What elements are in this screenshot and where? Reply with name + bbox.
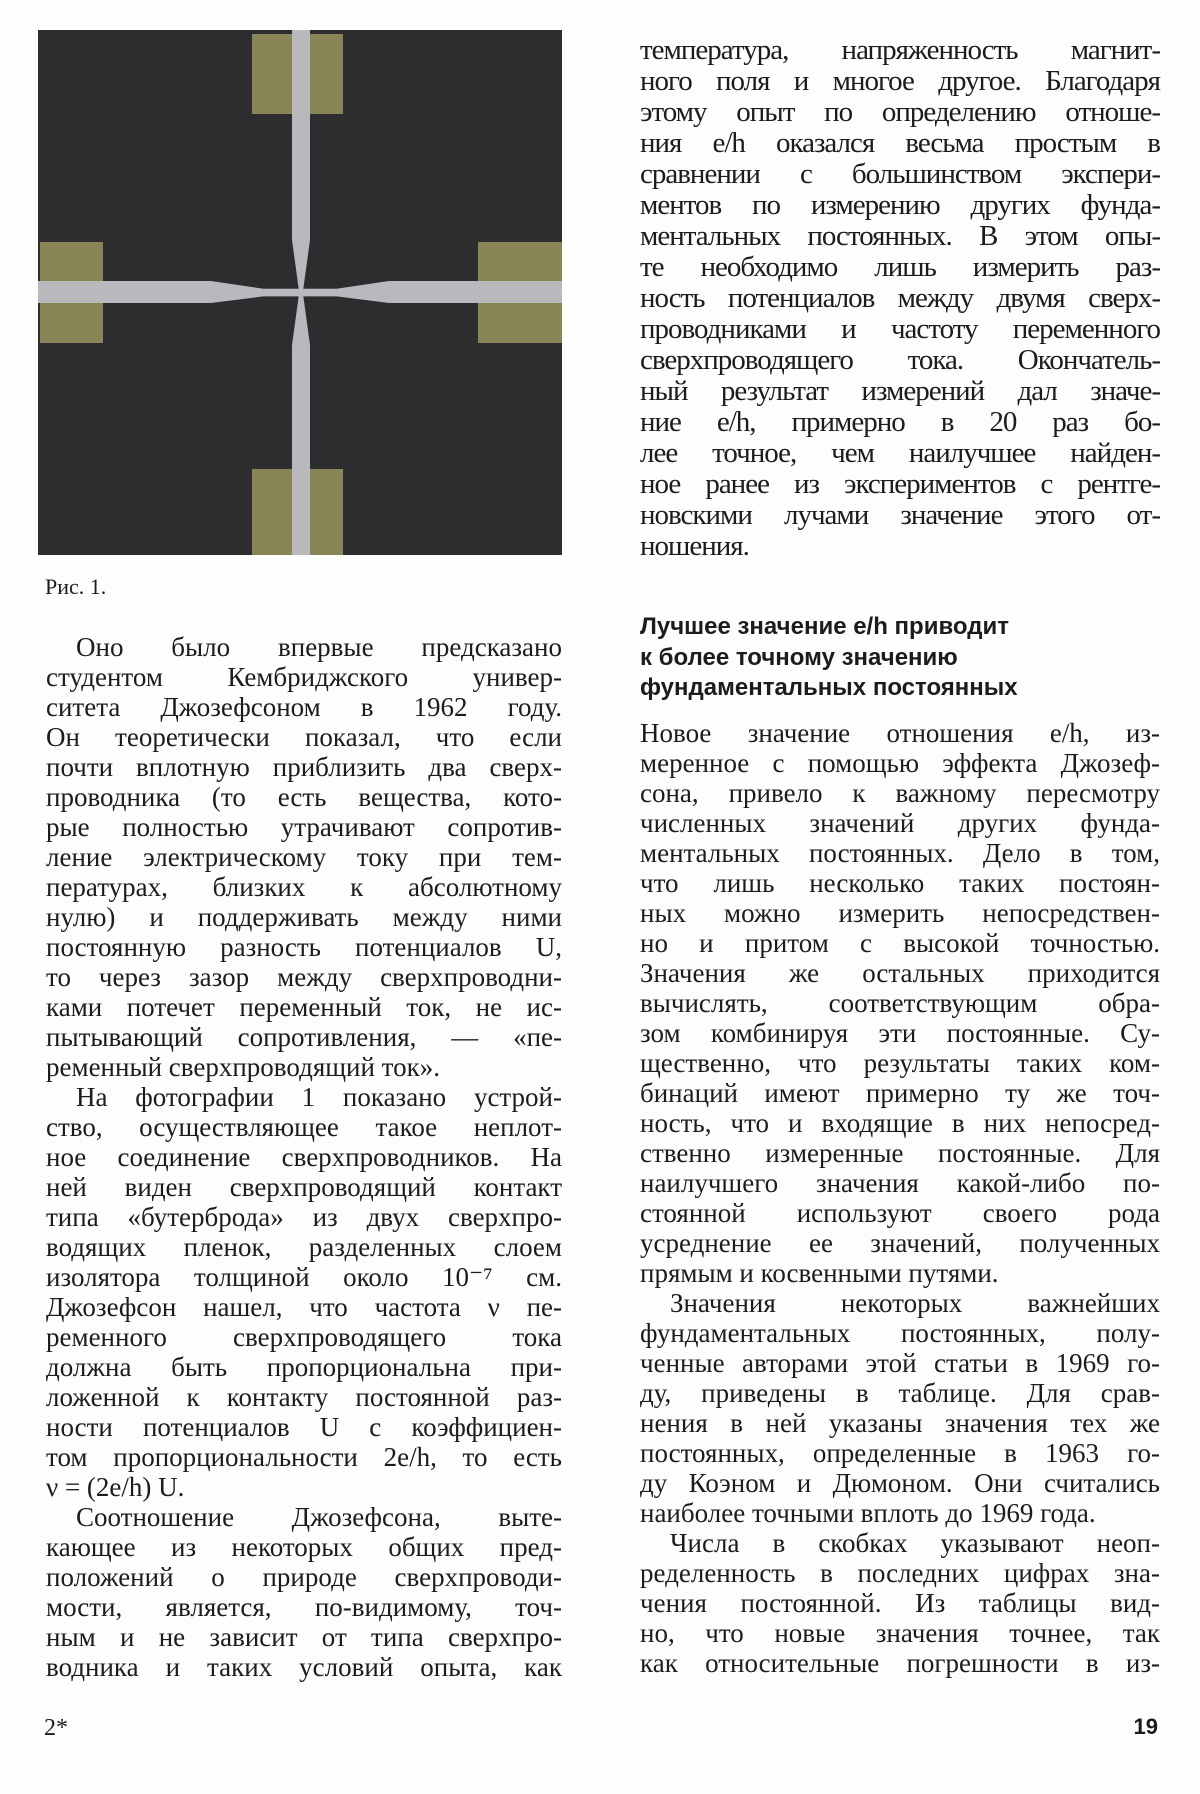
text-line: пытывающий сопротивления, — «пе- bbox=[46, 1022, 562, 1052]
text-line: но и притом с высокой точностью. bbox=[640, 928, 1160, 958]
text-line: студентом Кембриджского универ- bbox=[46, 662, 562, 692]
text-line: рые полностью утрачивают сопротив- bbox=[46, 812, 562, 842]
text-line: ния e/h оказался весьма простым в bbox=[640, 127, 1160, 159]
text-line: водящих пленок, разделенных слоем bbox=[46, 1232, 562, 1262]
text-line: ситета Джозефсоном в 1962 году. bbox=[46, 692, 562, 722]
left-column-text bbox=[46, 632, 562, 1682]
text-line: постоянных, определенные в 1963 го- bbox=[640, 1438, 1160, 1468]
text-line: усреднение ее значений, полученных bbox=[640, 1228, 1160, 1258]
text-line: водника и таких условий опыта, как bbox=[46, 1652, 562, 1682]
text-line: ность, что и входящие в них непосред- bbox=[640, 1108, 1160, 1138]
figure-caption: Рис. 1. bbox=[45, 574, 107, 599]
text-line: вычислять, соответствующим обра- bbox=[640, 988, 1160, 1018]
text-line: проводника (то есть вещества, кото- bbox=[46, 782, 562, 812]
text-line: сравнении с большинством экспери- bbox=[640, 158, 1160, 190]
text-line: ментальных постоянных. Дело в том, bbox=[640, 838, 1160, 868]
text-line: новскими лучами значение этого от- bbox=[640, 499, 1160, 531]
text-line: ментов по измерению других фунда- bbox=[640, 189, 1160, 221]
text-line: ный результат измерений дал значе- bbox=[640, 375, 1160, 407]
text-line: Значения же остальных приходится bbox=[640, 958, 1160, 988]
text-line: зом комбинируя эти постоянные. Су- bbox=[640, 1018, 1160, 1048]
text-line: ределенность в последних цифрах зна- bbox=[640, 1558, 1160, 1588]
text-line: Оно было впервые предсказано bbox=[76, 632, 562, 662]
text-line: типа «бутерброда» из двух сверхпро- bbox=[46, 1202, 562, 1232]
text-line: ственно измеренные постоянные. Для bbox=[640, 1138, 1160, 1168]
right-column-top-text bbox=[640, 35, 1160, 562]
text-line: как относительные погрешности в из- bbox=[640, 1648, 1160, 1678]
text-line: ного поля и многое другое. Благодаря bbox=[640, 65, 1160, 97]
text-line: фундаментальных постоянных, полу- bbox=[640, 1318, 1160, 1348]
text-line: ν = (2e/h) U. bbox=[46, 1472, 185, 1502]
text-line: Числа в скобках указывают неоп- bbox=[670, 1528, 1160, 1558]
text-line: ности потенциалов U с коэффициен- bbox=[46, 1412, 562, 1442]
text-line: прямым и косвенными путями. bbox=[640, 1258, 999, 1288]
text-line: бинаций имеют примерно ту же точ- bbox=[640, 1078, 1160, 1108]
text-line: те необходимо лишь измерить раз- bbox=[640, 251, 1160, 283]
text-line: проводниками и частоту переменного bbox=[640, 313, 1160, 345]
text-line: должна быть пропорциональна при- bbox=[46, 1352, 562, 1382]
page-number: 19 bbox=[1133, 1714, 1158, 1739]
section-heading-line: к более точному значению bbox=[640, 643, 958, 671]
text-line: наиболее точными вплоть до 1969 года. bbox=[640, 1498, 1096, 1528]
text-line: ду, приведены в таблице. Для срав- bbox=[640, 1378, 1160, 1408]
text-line: ство, осуществляющее такое неплот- bbox=[46, 1112, 562, 1142]
text-line: ность потенциалов между двумя сверх- bbox=[640, 282, 1160, 314]
text-line: ложенной к контакту постоянной раз- bbox=[46, 1382, 562, 1412]
section-heading bbox=[640, 612, 1018, 704]
text-line: почти вплотную приблизить два сверх- bbox=[46, 752, 562, 782]
text-line: ние e/h, примерно в 20 раз бо- bbox=[640, 406, 1160, 438]
text-line: но, что новые значения точнее, так bbox=[640, 1618, 1160, 1648]
text-line: ное соединение сверхпроводников. На bbox=[46, 1142, 562, 1172]
right-column-bottom-text bbox=[640, 718, 1160, 1678]
text-line: чения постоянной. Из таблицы вид- bbox=[640, 1588, 1160, 1618]
text-line: Значения некоторых важнейших bbox=[670, 1288, 1160, 1318]
text-line: ками потечет переменный ток, не ис- bbox=[46, 992, 562, 1022]
text-line: меренное с помощью эффекта Джозеф- bbox=[640, 748, 1160, 778]
text-line: нения в ней указаны значения тех же bbox=[640, 1408, 1160, 1438]
text-line: изолятора толщиной около 10⁻⁷ см. bbox=[46, 1262, 562, 1292]
text-line: ление электрическому току при тем- bbox=[46, 842, 562, 872]
text-line: ду Коэном и Дюмоном. Они считались bbox=[640, 1468, 1160, 1498]
text-line: мости, является, по-видимому, точ- bbox=[46, 1592, 562, 1622]
signature-mark: 2* bbox=[44, 1715, 68, 1741]
text-line: стоянной используют своего рода bbox=[640, 1198, 1160, 1228]
text-line: ных можно измерить непосредствен- bbox=[640, 898, 1160, 928]
text-line: Соотношение Джозефсона, выте- bbox=[76, 1502, 562, 1532]
text-line: том пропорциональности 2e/h, то есть bbox=[46, 1442, 562, 1472]
text-line: этому опыт по определению отноше- bbox=[640, 96, 1160, 128]
text-line: что лишь несколько таких постоян- bbox=[640, 868, 1160, 898]
text-line: ременный сверхпроводящий ток». bbox=[46, 1052, 440, 1082]
text-line: ременного сверхпроводящего тока bbox=[46, 1322, 562, 1352]
text-line: лее точное, чем наилучшее найден- bbox=[640, 437, 1160, 469]
text-line: сверхпроводящего тока. Окончатель- bbox=[640, 344, 1160, 376]
text-line: ношения. bbox=[640, 530, 749, 562]
text-line: щественно, что результаты таких ком- bbox=[640, 1048, 1160, 1078]
text-line: На фотографии 1 показано устрой- bbox=[76, 1082, 562, 1112]
text-line: ное ранее из экспериментов с рентге- bbox=[640, 468, 1160, 500]
text-line: ней виден сверхпроводящий контакт bbox=[46, 1172, 562, 1202]
text-line: кающее из некоторых общих пред- bbox=[46, 1532, 562, 1562]
text-line: то через зазор между сверхпроводни- bbox=[46, 962, 562, 992]
text-line: постоянную разность потенциалов U, bbox=[46, 932, 562, 962]
text-line: ченные авторами этой статьи в 1969 го- bbox=[640, 1348, 1160, 1378]
text-line: сона, привело к важному пересмотру bbox=[640, 778, 1160, 808]
text-line: температура, напряженность магнит- bbox=[640, 34, 1160, 66]
text-line: Он теоретически показал, что если bbox=[46, 722, 562, 752]
section-heading-line: фундаментальных постоянных bbox=[640, 674, 1018, 701]
section-heading-line: Лучшее значение e/h приводит bbox=[640, 613, 1009, 640]
text-line: наилучшего значения какой-либо по- bbox=[640, 1168, 1160, 1198]
figure-1-josephson-junction-photo bbox=[38, 30, 562, 555]
text-line: Новое значение отношения e/h, из- bbox=[640, 718, 1160, 748]
text-line: ментальных постоянных. В этом опы- bbox=[640, 220, 1160, 252]
text-line: пературах, близких к абсолютному bbox=[46, 872, 562, 902]
text-line: положений о природе сверхпроводи- bbox=[46, 1562, 562, 1592]
text-line: Джозефсон нашел, что частота ν пе- bbox=[46, 1292, 562, 1322]
text-line: ным и не зависит от типа сверхпро- bbox=[46, 1622, 562, 1652]
text-line: нулю) и поддерживать между ними bbox=[46, 902, 562, 932]
text-line: численных значений других фунда- bbox=[640, 808, 1160, 838]
